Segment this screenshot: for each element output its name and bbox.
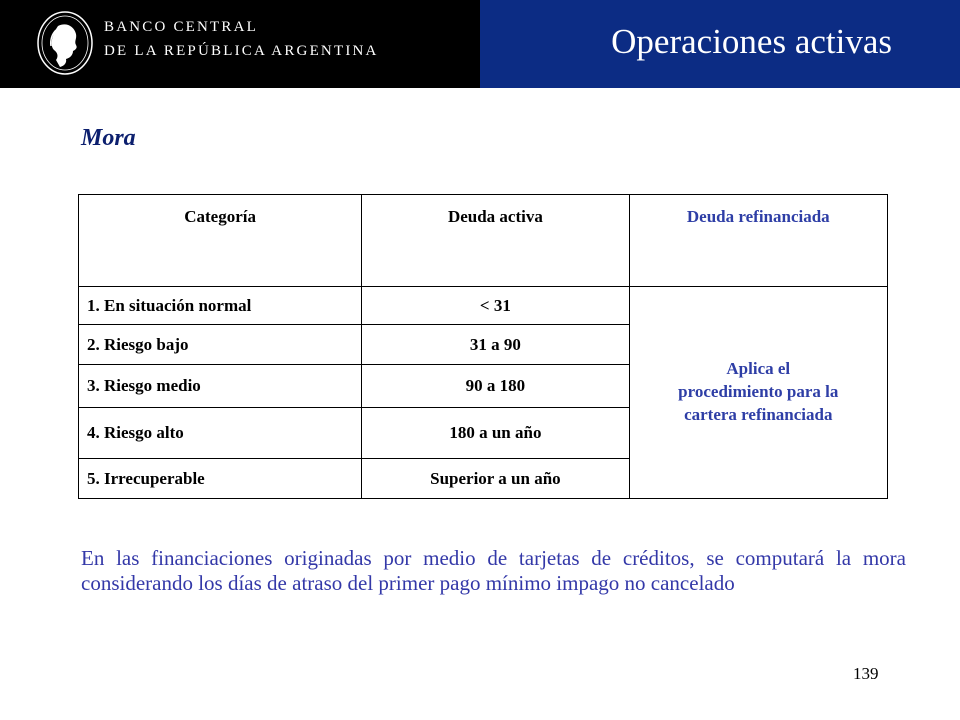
refinanced-note-line: cartera refinanciada (684, 404, 833, 424)
header-right-panel (480, 0, 960, 88)
category-cell: 3. Riesgo medio (79, 365, 362, 408)
header-categoria: Categoría (79, 195, 362, 287)
bank-name-line1: BANCO CENTRAL (104, 19, 259, 35)
table-header-row (79, 195, 888, 287)
days-cell: 90 a 180 (362, 365, 629, 408)
section-title: Mora (81, 125, 136, 151)
bank-name-line2: DE LA REPÚBLICA ARGENTINA (104, 43, 379, 59)
page-number: 139 (853, 664, 879, 683)
refinanced-note-line: procedimiento para la (678, 382, 839, 402)
header-title: Operaciones activas (611, 22, 892, 61)
days-cell: 31 a 90 (362, 325, 629, 365)
days-cell: < 31 (362, 287, 629, 325)
refinanced-note-line: Aplica el (726, 359, 791, 379)
header-deuda-refinanciada: Deuda refinanciada (629, 195, 887, 287)
refinanced-note-cell (629, 287, 887, 499)
category-cell: 2. Riesgo bajo (79, 325, 362, 365)
bcra-seal-icon (36, 10, 94, 76)
header-deuda-activa: Deuda activa (362, 195, 629, 287)
days-cell: 180 a un año (362, 408, 629, 459)
credit-card-note: En las financiaciones originadas por medio de tarjetas de créditos, se computará la mora considerando los días de atraso del primer pago mínimo impago no cancelado (81, 546, 906, 596)
category-cell: 4. Riesgo alto (79, 408, 362, 459)
table-row (79, 287, 888, 325)
mora-table (78, 194, 888, 499)
category-cell: 5. Irrecuperable (79, 459, 362, 499)
category-cell: 1. En situación normal (79, 287, 362, 325)
days-cell: Superior a un año (362, 459, 629, 499)
header-left-panel (0, 0, 480, 88)
